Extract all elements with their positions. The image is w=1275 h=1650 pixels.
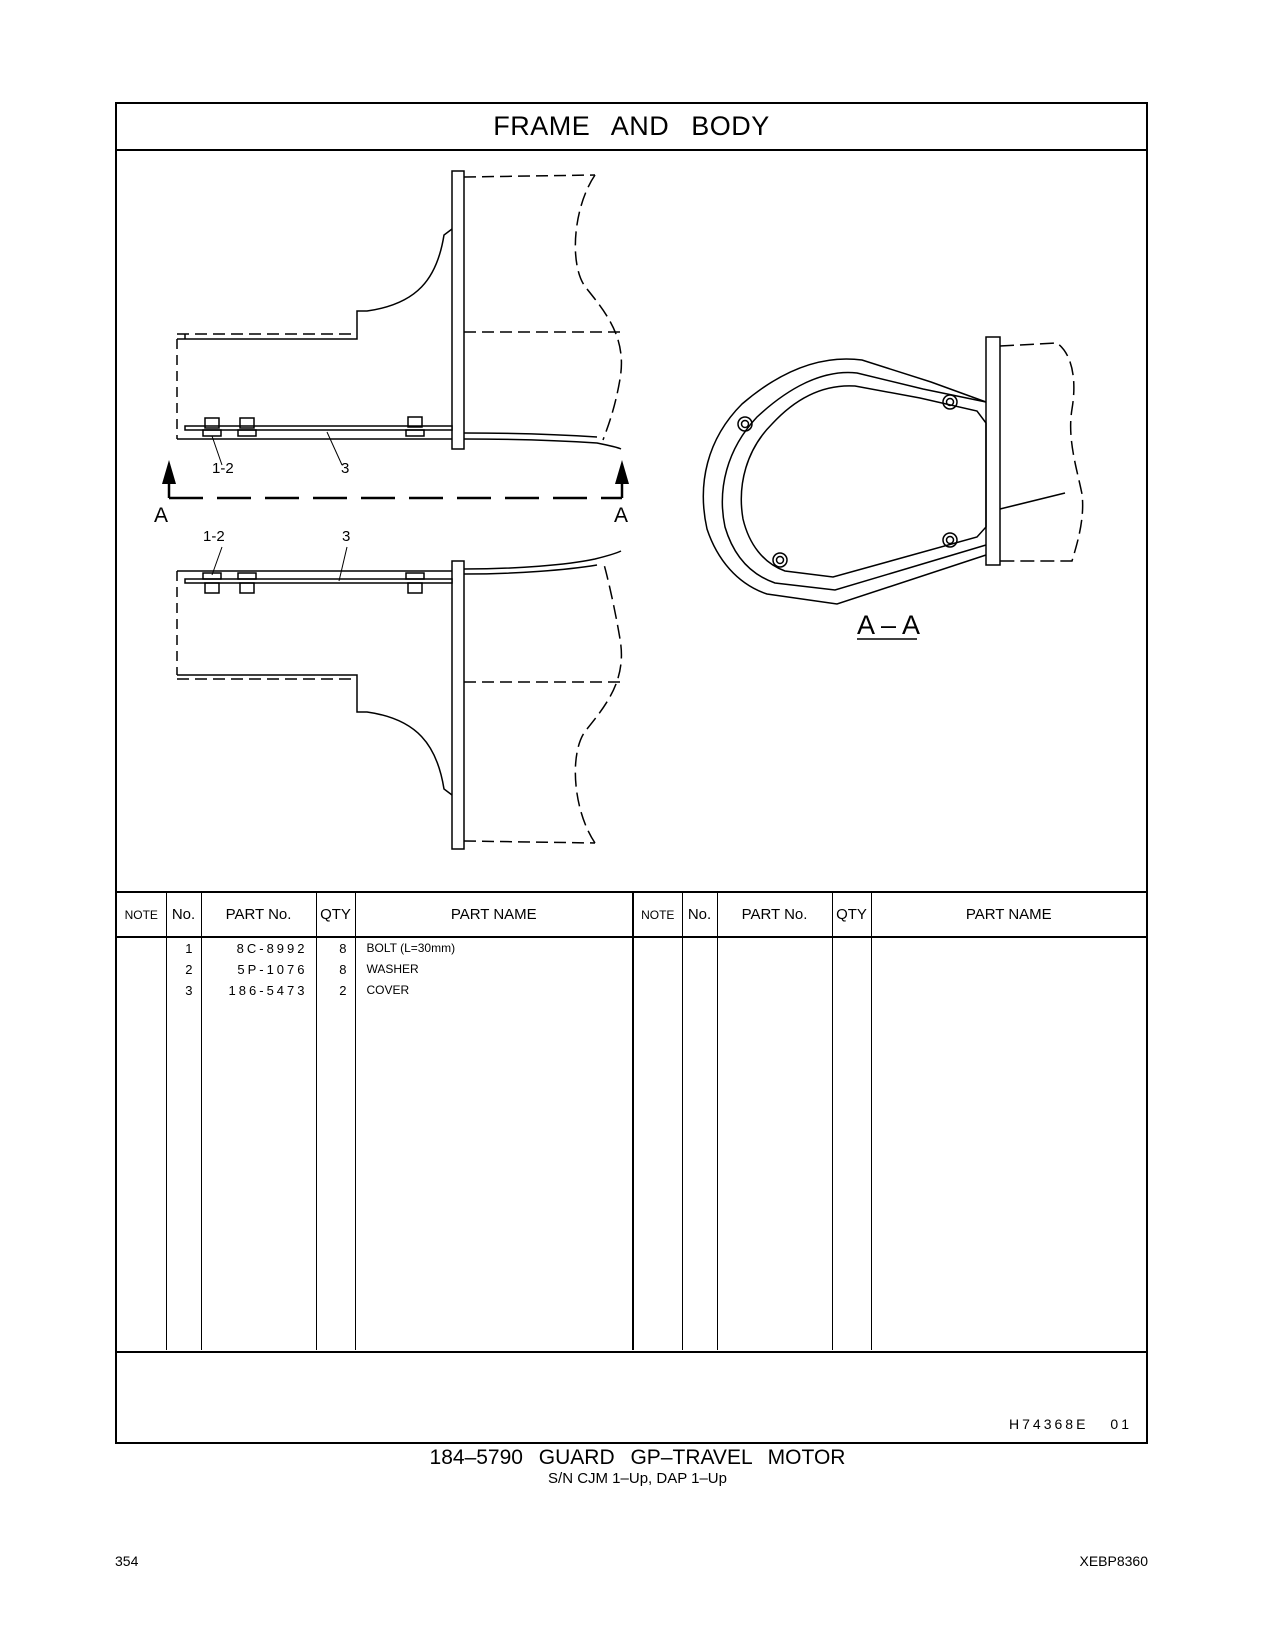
header-note: NOTE <box>117 893 166 937</box>
row-part-name: COVER <box>366 983 410 997</box>
lower-view <box>177 547 622 849</box>
header-note: NOTE <box>633 893 682 937</box>
row-qty: 8 <box>339 941 347 956</box>
section-marker-right: A <box>614 504 629 527</box>
header-part-name: PART NAME <box>871 893 1146 937</box>
parts-table-body <box>117 937 1146 1350</box>
section-label: A – A <box>857 610 921 640</box>
part-no-column <box>201 937 316 1350</box>
no-column <box>166 937 201 1350</box>
parts-sheet-frame <box>115 102 1148 1444</box>
callout-3-lower: 3 <box>342 528 351 545</box>
callout-1-2-upper: 1-2 <box>212 460 234 477</box>
page-number: 354 <box>115 1553 139 1569</box>
mounting-hole <box>773 553 787 567</box>
callout-1-2-lower: 1-2 <box>203 528 225 545</box>
part-name-column <box>355 937 633 1350</box>
row-qty: 2 <box>339 983 347 998</box>
header-part-name: PART NAME <box>355 893 633 937</box>
bolt-washer-1-2 <box>238 573 256 593</box>
row-part-no: 8C-8992 <box>236 941 308 956</box>
row-no: 2 <box>185 962 193 977</box>
row-no: 3 <box>185 983 193 998</box>
drawing-number: H74368E <box>1009 1416 1089 1432</box>
no-column-right <box>682 937 717 1350</box>
serial-range: S/N CJM 1–Up, DAP 1–Up <box>548 1470 727 1487</box>
section-view-a-a <box>703 337 1082 639</box>
note-column-right <box>633 937 682 1350</box>
upper-view <box>177 171 622 465</box>
header-no: No. <box>166 893 201 937</box>
header-qty: QTY <box>316 893 355 937</box>
part-no-column-right <box>717 937 832 1350</box>
row-qty: 8 <box>339 962 347 977</box>
section-arrow-right <box>615 460 629 484</box>
group-caption: 184–5790 GUARD GP–TRAVEL MOTOR <box>429 1446 846 1469</box>
bolt-washer-1-2 <box>406 573 424 593</box>
drawing-footer <box>117 1351 1146 1444</box>
document-code: XEBP8360 <box>1079 1553 1148 1569</box>
section-marker-left: A <box>154 504 169 527</box>
parts-table-header <box>117 893 1146 937</box>
parts-table <box>117 891 1146 1353</box>
header-part-no: PART No. <box>717 893 832 937</box>
header-part-no: PART No. <box>201 893 316 937</box>
bolt-washer-1-2 <box>406 417 424 436</box>
header-qty: QTY <box>832 893 871 937</box>
drawing-revision: 01 <box>1110 1416 1132 1432</box>
bolt-washer-1-2 <box>203 573 221 593</box>
row-part-name: BOLT (L=30mm) <box>366 941 456 955</box>
page-title: FRAME AND BODY <box>117 104 1146 151</box>
callout-3-upper: 3 <box>341 460 350 477</box>
row-part-no: 5P-1076 <box>237 962 308 977</box>
row-part-no: 186-5473 <box>228 983 308 998</box>
header-no: No. <box>682 893 717 937</box>
mounting-hole <box>943 395 957 409</box>
row-no: 1 <box>185 941 193 956</box>
drawing-id <box>1009 1416 1132 1432</box>
qty-column-right <box>832 937 871 1350</box>
qty-column <box>316 937 355 1350</box>
row-part-name: WASHER <box>366 962 419 976</box>
part-name-column-right <box>871 937 1146 1350</box>
section-arrow-left <box>162 460 176 484</box>
assembly-drawing <box>117 149 1146 891</box>
note-column <box>117 937 166 1350</box>
